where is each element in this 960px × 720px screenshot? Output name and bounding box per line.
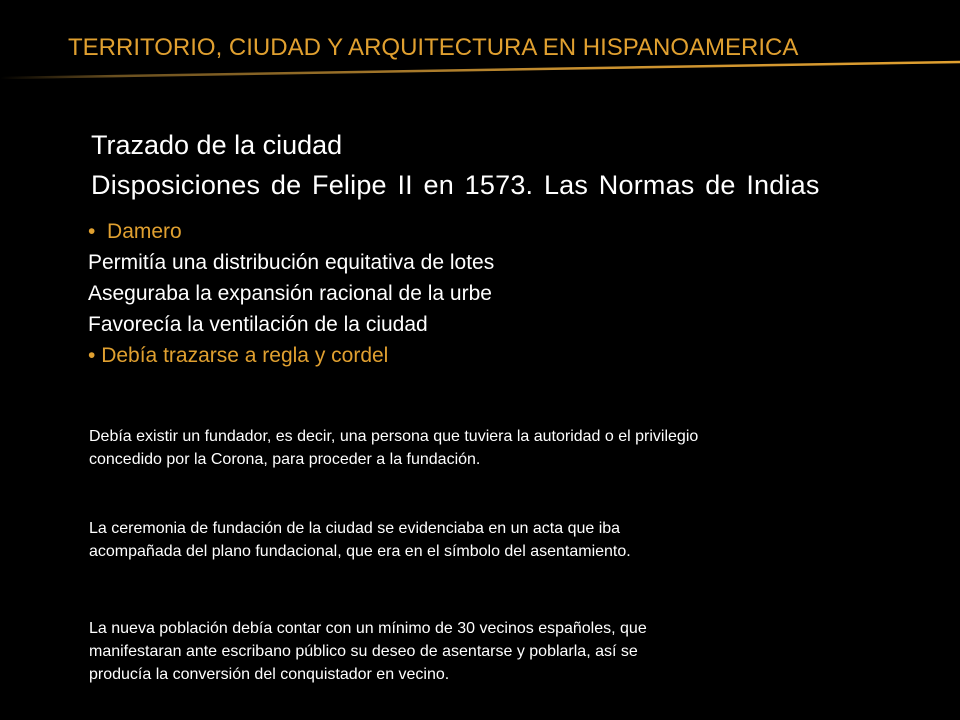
header-title: TERRITORIO, CIUDAD Y ARQUITECTURA EN HISPANOAMERICA xyxy=(68,34,799,61)
paragraph-line: Debía existir un fundador, es decir, una persona que tuviera la autoridad o el privilegio xyxy=(89,428,699,445)
list-heading xyxy=(88,216,494,247)
list-item: Favorecía la ventilación de la ciudad xyxy=(88,313,428,336)
bullet-icon: • xyxy=(88,344,96,367)
paragraph-ceremonia xyxy=(89,517,919,563)
slide-subtitle-line2: Disposiciones de Felipe II en 1573. Las Normas de Indias xyxy=(91,170,820,200)
paragraph-line: producía la conversión del conquistador en vecino. xyxy=(89,666,450,683)
paragraph-line: concedido por la Corona, para proceder a la fundación. xyxy=(89,451,481,468)
slide-subtitle-line1: Trazado de la ciudad xyxy=(91,130,343,160)
list-item: Permitía una distribución equitativa de lotes xyxy=(88,251,495,274)
paragraph-line: acompañada del plano fundacional, que era en el símbolo del asentamiento. xyxy=(89,543,631,560)
paragraph-line: manifestaran ante escribano público su deseo de asentarse y poblarla, así se xyxy=(89,643,638,660)
list-heading-text: Damero xyxy=(107,220,182,243)
list-item: Aseguraba la expansión racional de la urbe xyxy=(88,282,492,305)
paragraph-line: La ceremonia de fundación de la ciudad se evidenciaba en un acta que iba xyxy=(89,520,621,537)
bullet-icon: • xyxy=(88,220,96,243)
paragraph-line: La nueva población debía contar con un mínimo de 30 vecinos españoles, que xyxy=(89,620,647,637)
paragraph-poblacion xyxy=(89,617,919,686)
damero-list xyxy=(88,216,494,371)
list-last-item-text: Debía trazarse a regla y cordel xyxy=(101,344,389,367)
list-last-item xyxy=(88,340,494,371)
paragraph-fundador xyxy=(89,425,919,471)
